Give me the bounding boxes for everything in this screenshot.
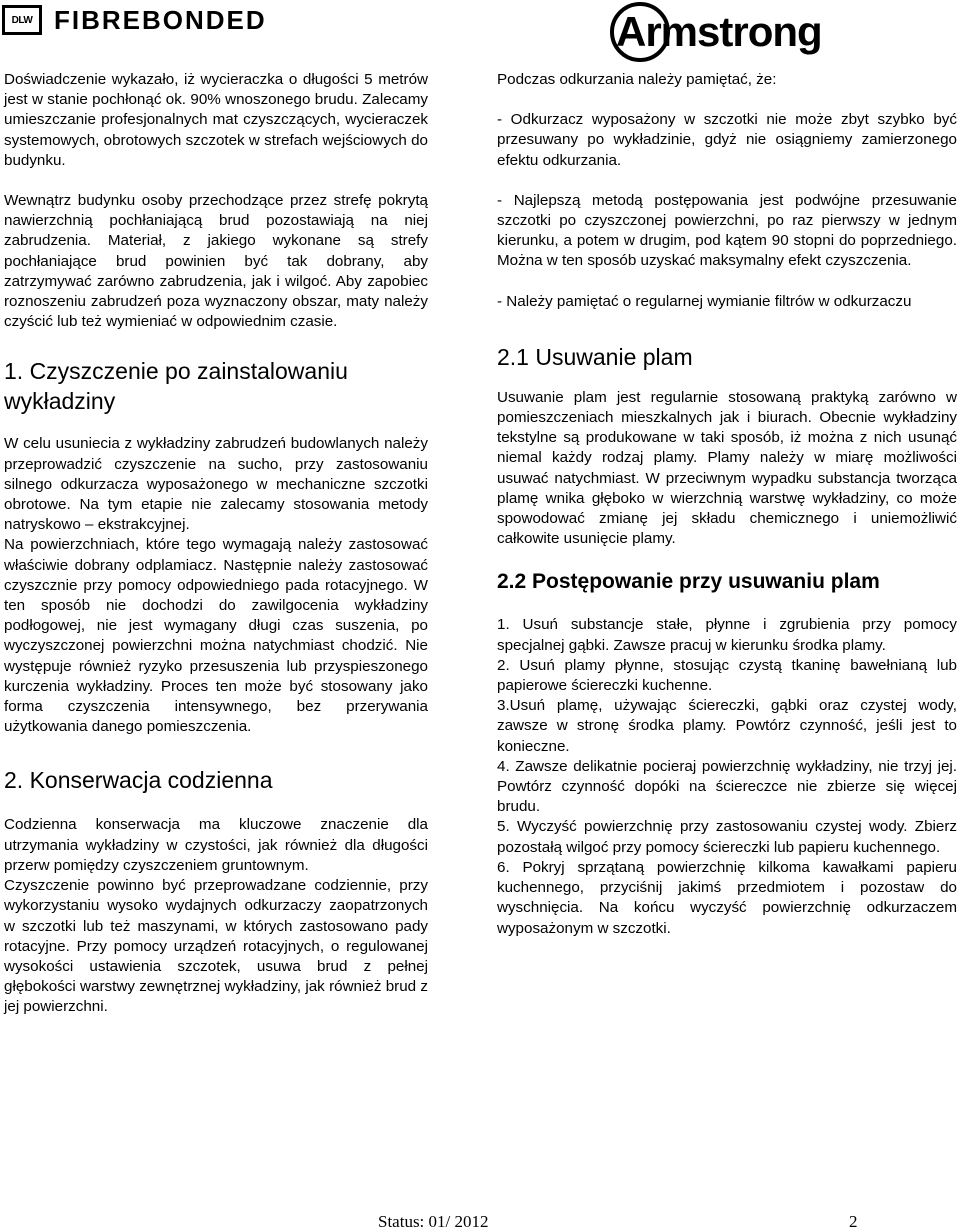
page-header (0, 0, 960, 64)
right-column (497, 70, 957, 939)
paragraph: Codzienna konserwacja ma kluczowe znaczenie dla utrzymania wykładziny w czystości, jak również dla długości przerw pomiędzy czyszczeniem gruntownym. (4, 816, 428, 874)
left-column (4, 70, 428, 1018)
paragraph: Podczas odkurzania należy pamiętać, że: (497, 71, 777, 88)
fibrebonded-logo (2, 2, 267, 38)
paragraph: W celu usuniecia z wykładziny zabrudzeń budowlanych należy przeprowadzić czyszczenie na sucho, przy zastosowaniu silnego odkurzacza wyposażonego w mechaniczne szczotki obrotowe. Na tym etapie nie zalecamy stosowania metody natryskowo – ekstrakcyjnej. (4, 435, 428, 534)
paragraph: - Należy pamiętać o regularnej wymianie filtrów w odkurzaczu (497, 292, 912, 310)
footer-status: Status: 01/ 2012 (378, 1212, 489, 1231)
paragraph: Na powierzchniach, które tego wymagają należy zastosować właściwie dobrany odplamiacz. Następnie należy zastosować czyszcznie przy pomocy odpowiedniego pada rotacyjnego. W ten sposób nie dochodzi do zawilgocenia wykładziny podłogowej, nie jest wymagany długi czas suszenia, po wyczyszczonej powierzchni można natychmiast chodzić. Nie występuje również ryzyko przesuszenia lub przyspieszonego kurczenia wykładziny. Proces ten może być stosowany jako forma czyszczenia intensywnego, bez przerywania użytkowania danego pomieszczenia. (4, 536, 428, 736)
section-heading-1: 1. Czyszczenie po zainstalowaniu wykładziny (4, 358, 348, 415)
paragraph: Usuwanie plam jest regularnie stosowaną praktyką zarówno w pomieszczeniach mieszkalnych jak i biurach. Obecnie wykładziny tekstylne są produkowane w taki sposób, iż można z nich usunąć niemal każdy rodzaj plamy. Plamy należy w miarę możliwości usuwać natychmiast. W przeciwnym wypadku substancja tworząca plamę wnika głęboko w wierzchnią warstwę wykładziny, co może spowodować zmianę jej składu chemicznego i uniemożliwić całkowite usunięcie plamy. (497, 388, 957, 548)
paragraph: - Najlepszą metodą postępowania jest podwójne przesuwanie szczotki po czyszczonej powierzchni, po raz pierwszy w jednym kierunku, a potem w drugim, pod kątem 90 stopni do poprzedniego. Można w ten sposób uzyskać maksymalny efekt czyszczenia. (497, 191, 957, 270)
list-item: 5. Wyczyść powierzchnię przy zastosowaniu czystej wody. Zbierz pozostałą wilgoć przy pomocy ściereczki lub papieru kuchennego. (497, 818, 957, 856)
paragraph: - Odkurzacz wyposażony w szczotki nie może zbyt szybko być przesuwany po wykładzinie, gdyż nie osiągniemy zamierzonego efektu odkurzania. (497, 111, 957, 169)
dlw-logo-mark (2, 5, 42, 35)
dlw-logo-text: DLW (11, 14, 33, 26)
armstrong-logo (608, 0, 870, 64)
list-item: 4. Zawsze delikatnie pocieraj powierzchnię wykładziny, nie trzyj jej. Powtórz czynność dopóki na ściereczce nie zbierze się więcej brudu. (497, 757, 957, 816)
fibrebonded-logo-text: FIBREBONDED (54, 4, 267, 35)
section-heading-2-1: 2.1 Usuwanie plam (497, 343, 693, 370)
list-item: 2. Usuń plamy płynne, stosując czystą tkaninę bawełnianą lub papierowe ściereczki kuchenne. (497, 656, 957, 695)
page-number: 2 (849, 1212, 858, 1231)
paragraph: Wewnątrz budynku osoby przechodzące przez strefę pokrytą nawierzchnią pochłaniającą brud pozostawiają na niej zabrudzenia. Materiał, z jakiego wykonane są strefy pochłaniające brud powinien być tak dobrany, aby zatrzymywać zarówno zabrudzenia, jak i wilgoć. Aby zapobiec roznoszeniu zabrudzeń poza wyznaczony obszar, maty należy czyścić lub też wymieniać w odpowiednim czasie. (4, 192, 428, 331)
paragraph: Doświadczenie wykazało, iż wycieraczka o długości 5 metrów jest w stanie pochłonąć ok. 90% wnoszonego brudu. Zalecamy umieszczanie profesjonalnych mat czyszczących, wycieraczek systemowych, obrotowych szczotek w strefach wejściowych do budynku. (4, 71, 428, 169)
paragraph: Czyszczenie powinno być przeprowadzane codziennie, przy wykorzystaniu wysoko wydajnych odkurzaczy zaopatrzonych w szczotki lub też maszynami, w których zastosowano pady rotacyjne. Przy pomocy urządzeń rotacyjnych, o regulowanej wysokości ustawienia szczotek, usuwa brud z pełnej głębokości warstwy zewnętrznej wykładziny, jak również brud z jej powierzchni. (4, 877, 428, 1016)
section-heading-2: 2. Konserwacja codzienna (4, 767, 273, 794)
section-heading-2-2: 2.2 Postępowanie przy usuwaniu plam (497, 570, 880, 594)
list-item: 6. Pokryj sprzątaną powierzchnię kilkoma kawałkami papieru kuchennego, przyciśnij jakimś przedmiotem i pozostaw do wyschnięcia. Na końcu wyczyść powierzchnię odkurzaczem wyposażonym w szczotki. (497, 858, 957, 937)
armstrong-logo-text: Armstrong (616, 8, 822, 55)
list-item: 3.Usuń plamę, używając ściereczki, gąbki oraz czystej wody, zawsze w stronę środka plamy. Powtórz czynność, jeśli jest to konieczne. (497, 697, 957, 755)
list-item: 1. Usuń substancje stałe, płynne i zgrubienia przy pomocy specjalnej gąbki. Zawsze pracuj w kierunku środka plamy. (497, 616, 957, 654)
